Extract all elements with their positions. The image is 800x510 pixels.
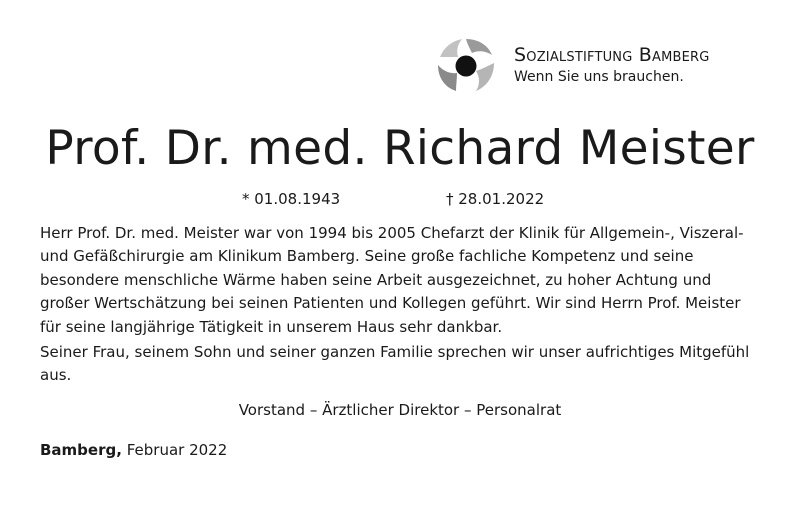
place-and-date: [40, 441, 227, 459]
date: Februar 2022: [126, 441, 228, 459]
place: Bamberg,: [40, 441, 122, 459]
condolence-paragraph: Seiner Frau, seinem Sohn und seiner ganzen Familie sprechen wir unser aufrichtiges Mitgefühl aus.: [40, 343, 750, 385]
tribute-paragraph: Herr Prof. Dr. med. Meister war von 1994 bis 2005 Chefarzt der Klinik für Allgemein-, Viszeral- und Gefäßchirurgie am Klinikum Bamberg. Seine große fachliche Kompetenz und seine besondere menschliche Wärme haben seine Arbeit ausgezeichnet, zu hoher Achtung und großer Wertschätzung bei seinen Patienten und Kollegen geführt. Wir sind Herrn Prof. Meister für seine langjährige Tätigkeit in unserem Haus sehr dankbar.: [40, 224, 744, 336]
logo-text: [514, 44, 710, 87]
death-date: † 28.01.2022: [446, 190, 545, 208]
deceased-name: Prof. Dr. med. Richard Meister: [45, 121, 755, 176]
organization-tagline: Wenn Sie uns brauchen.: [514, 68, 684, 85]
signatories: Vorstand – Ärztlicher Direktor – Personalrat: [238, 401, 562, 419]
organization-logo: [434, 33, 710, 97]
sozialstiftung-logo-icon: [434, 33, 498, 97]
organization-name: Sozialstiftung Bamberg: [514, 43, 710, 66]
life-dates: [0, 190, 800, 212]
birth-date: * 01.08.1943: [242, 190, 341, 208]
